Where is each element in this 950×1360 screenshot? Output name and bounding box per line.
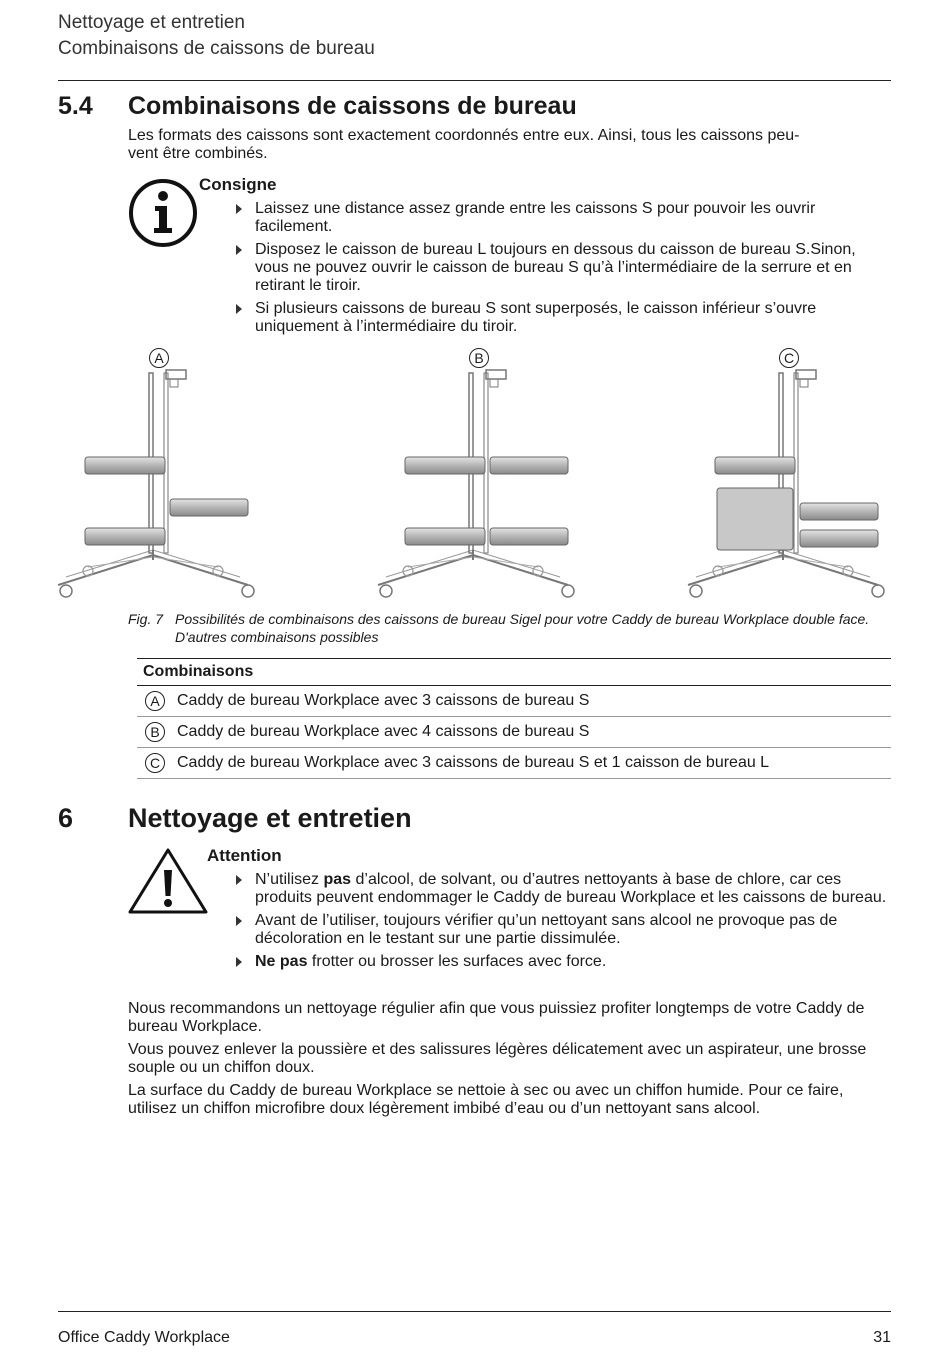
figure-label-a: A [149,348,169,368]
list-item: N’utilisez pas d’alcool, de solvant, ou d’autres nettoyants à base de chlore, car ces produits peuvent endommager le Caddy de bureau Workplace et les caissons de bureau. [228,871,893,907]
section-number: 5.4 [58,92,93,120]
row-text: Caddy de bureau Workplace avec 4 caissons de bureau S [171,717,891,748]
list-item: Ne pas frotter ou brosser les surfaces avec force. [228,953,893,971]
row-letter-circle: A [145,691,165,711]
list-item: Laissez une distance assez grande entre les caissons S pour pouvoir les ouvrir facilement. [228,200,873,236]
cleaning-paragraph-2: Vous pouvez enlever la poussière et des salissures légères délicatement avec un aspirateur, une brosse souple ou un chiffon doux. [128,1041,867,1076]
triangle-bullet-icon [236,245,242,255]
row-text: Caddy de bureau Workplace avec 3 caissons de bureau S et 1 caisson de bureau L [171,748,891,779]
chapter-number: 6 [58,803,74,833]
warning-triangle-icon [127,846,209,916]
list-item: Si plusieurs caissons de bureau S sont superposés, le caisson inférieur s’ouvre uniquement à l’intermédiaire du tiroir. [228,300,873,336]
row-text: Caddy de bureau Workplace avec 3 caissons de bureau S [171,686,891,717]
triangle-bullet-icon [236,204,242,214]
caption-text: Possibilités de combinaisons des caissons de bureau Sigel pour votre Caddy de bureau Workplace double face. D'autres combinaisons possibles [175,611,870,645]
figure-label-c: C [779,348,799,368]
info-icon [128,178,198,248]
running-header-line2: Combinaisons de caissons de bureau [58,38,375,59]
footer-product-name: Office Caddy Workplace [58,1329,230,1346]
list-item: Disposez le caisson de bureau L toujours en dessous du caisson de bureau S.Sinon, vous ne pouvez ouvrir le caisson de bureau S qu’à l’intermédiaire de la serrure et en retirant le tiroir. [228,241,873,295]
attention-title: Attention [207,846,282,865]
figure-label-b: B [469,348,489,368]
triangle-bullet-icon [236,916,242,926]
cleaning-paragraph-3: La surface du Caddy de bureau Workplace se nettoie à sec ou avec un chiffon humide. Pour ce faire, utilisez un chiffon microfibre doux légèrement imbibé d’eau ou d’un nettoyant sans alcool. [128,1082,844,1117]
triangle-bullet-icon [236,875,242,885]
consigne-title: Consigne [199,175,277,194]
figure-caption [128,610,888,646]
table-row [137,686,891,717]
table-row [137,717,891,748]
combinations-table [137,658,891,779]
table-header: Combinaisons [137,659,891,686]
figure-drawing [58,345,898,605]
page-number: 31 [873,1329,891,1346]
section-intro [128,127,873,163]
caption-label: Fig. 7 [128,611,164,627]
running-header-line1: Nettoyage et entretien [58,12,245,33]
list-item: Avant de l’utiliser, toujours vérifier qu’un nettoyant sans alcool ne provoque pas de décoloration en le testant sur une partie dissimulée. [228,912,893,948]
figure-caddy-combinations [58,345,898,605]
unit-c-drawing [688,370,884,597]
unit-b-drawing [378,370,574,597]
section-intro-line2: vent être combinés. [128,145,268,162]
row-letter-circle: C [145,753,165,773]
attention-list [228,871,893,976]
row-letter-circle: B [145,722,165,742]
triangle-bullet-icon [236,957,242,967]
header-rule [58,80,891,81]
consigne-list [228,200,873,341]
table-row [137,748,891,779]
footer-rule [58,1311,891,1312]
unit-a-drawing [58,370,254,597]
section-title: Combinaisons de caissons de bureau [128,92,577,120]
chapter-title: Nettoyage et entretien [128,803,412,833]
cleaning-paragraph-1: Nous recommandons un nettoyage régulier afin que vous puissiez profiter longtemps de votre Caddy de bureau Workplace. [128,1000,865,1035]
section-intro-line1: Les formats des caissons sont exactement coordonnés entre eux. Ainsi, tous les caissons peu- [128,127,800,144]
triangle-bullet-icon [236,304,242,314]
